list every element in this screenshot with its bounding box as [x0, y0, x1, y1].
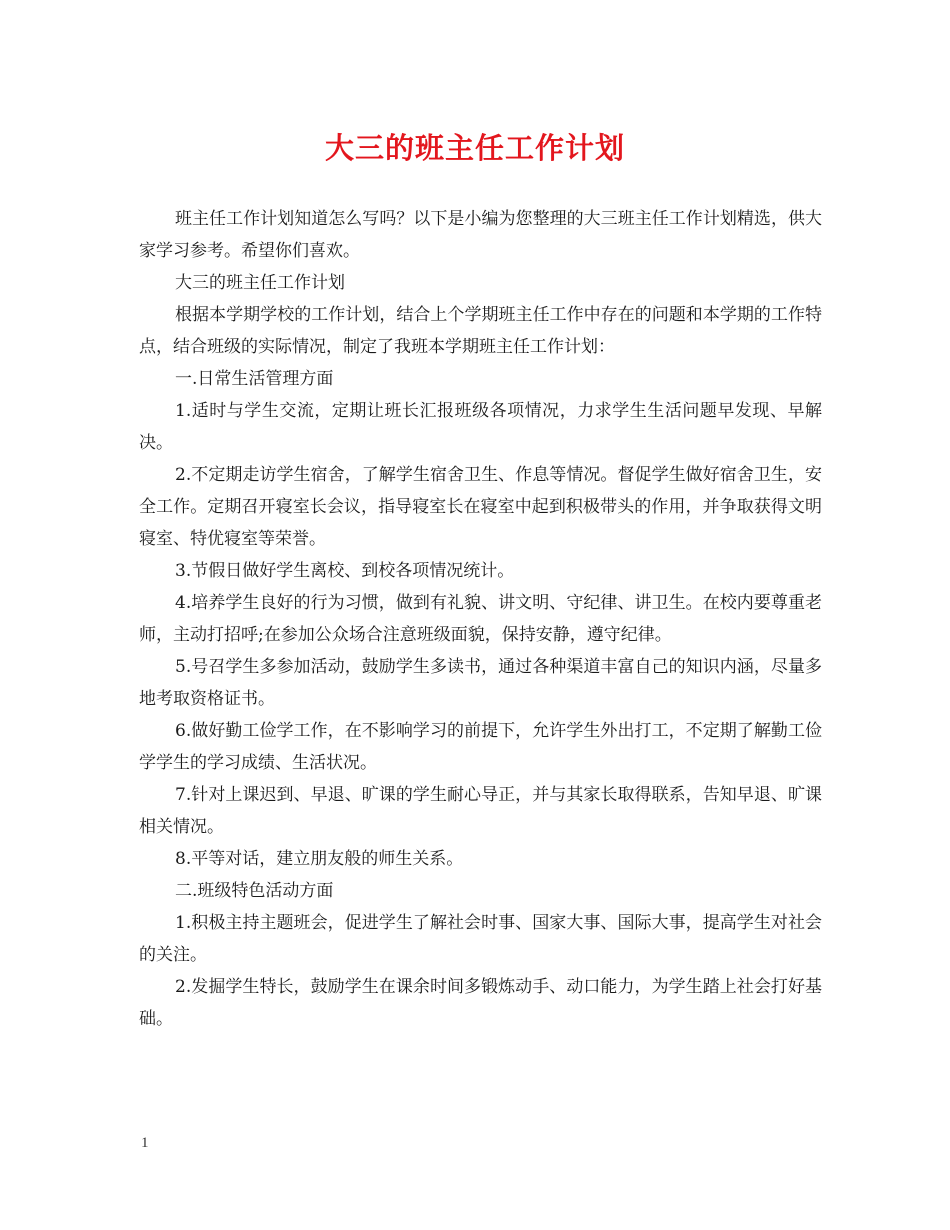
page-number: 1	[141, 1135, 149, 1151]
document-title: 大三的班主任工作计划	[324, 131, 625, 165]
paragraph-intro: 班主任工作计划知道怎么写吗？以下是小编为您整理的大三班主任工作计划精选，供大家学习参考。希望你们喜欢。	[139, 209, 822, 261]
section-heading-daily-life: 一.日常生活管理方面	[175, 369, 334, 389]
list-item: 6.做好勤工俭学工作，在不影响学习的前提下，允许学生外出打工，不定期了解勤工俭学学生的学习成绩、生活状况。	[139, 721, 822, 773]
list-item: 1.适时与学生交流，定期让班长汇报班级各项情况，力求学生生活问题早发现、早解决。	[139, 401, 822, 453]
list-item: 2.不定期走访学生宿舍，了解学生宿舍卫生、作息等情况。督促学生做好宿舍卫生，安全工作。定期召开寝室长会议，指导寝室长在寝室中起到积极带头的作用，并争取获得文明寝室、特优寝室等荣誉。	[139, 465, 822, 549]
document-body	[139, 203, 822, 1035]
list-item: 3.节假日做好学生离校、到校各项情况统计。	[175, 561, 515, 581]
list-item: 2.发掘学生特长，鼓励学生在课余时间多锻炼动手、动口能力，为学生踏上社会打好基础。	[139, 977, 822, 1029]
paragraph-subtitle: 大三的班主任工作计划	[175, 273, 345, 293]
list-item: 1.积极主持主题班会，促进学生了解社会时事、国家大事、国际大事，提高学生对社会的关注。	[139, 913, 822, 965]
list-item: 4.培养学生良好的行为习惯，做到有礼貌、讲文明、守纪律、讲卫生。在校内要尊重老师，主动打招呼;在参加公众场合注意班级面貌，保持安静，遵守纪律。	[139, 593, 822, 645]
list-item: 8.平等对话，建立朋友般的师生关系。	[175, 849, 464, 869]
list-item: 7.针对上课迟到、早退、旷课的学生耐心导正，并与其家长取得联系，告知早退、旷课相关情况。	[139, 785, 822, 837]
section-heading-class-activities: 二.班级特色活动方面	[175, 881, 334, 901]
list-item: 5.号召学生多参加活动，鼓励学生多读书，通过各种渠道丰富自己的知识内涵，尽量多地考取资格证书。	[139, 657, 822, 709]
paragraph-preface: 根据本学期学校的工作计划，结合上个学期班主任工作中存在的问题和本学期的工作特点，结合班级的实际情况，制定了我班本学期班主任工作计划：	[139, 305, 822, 357]
